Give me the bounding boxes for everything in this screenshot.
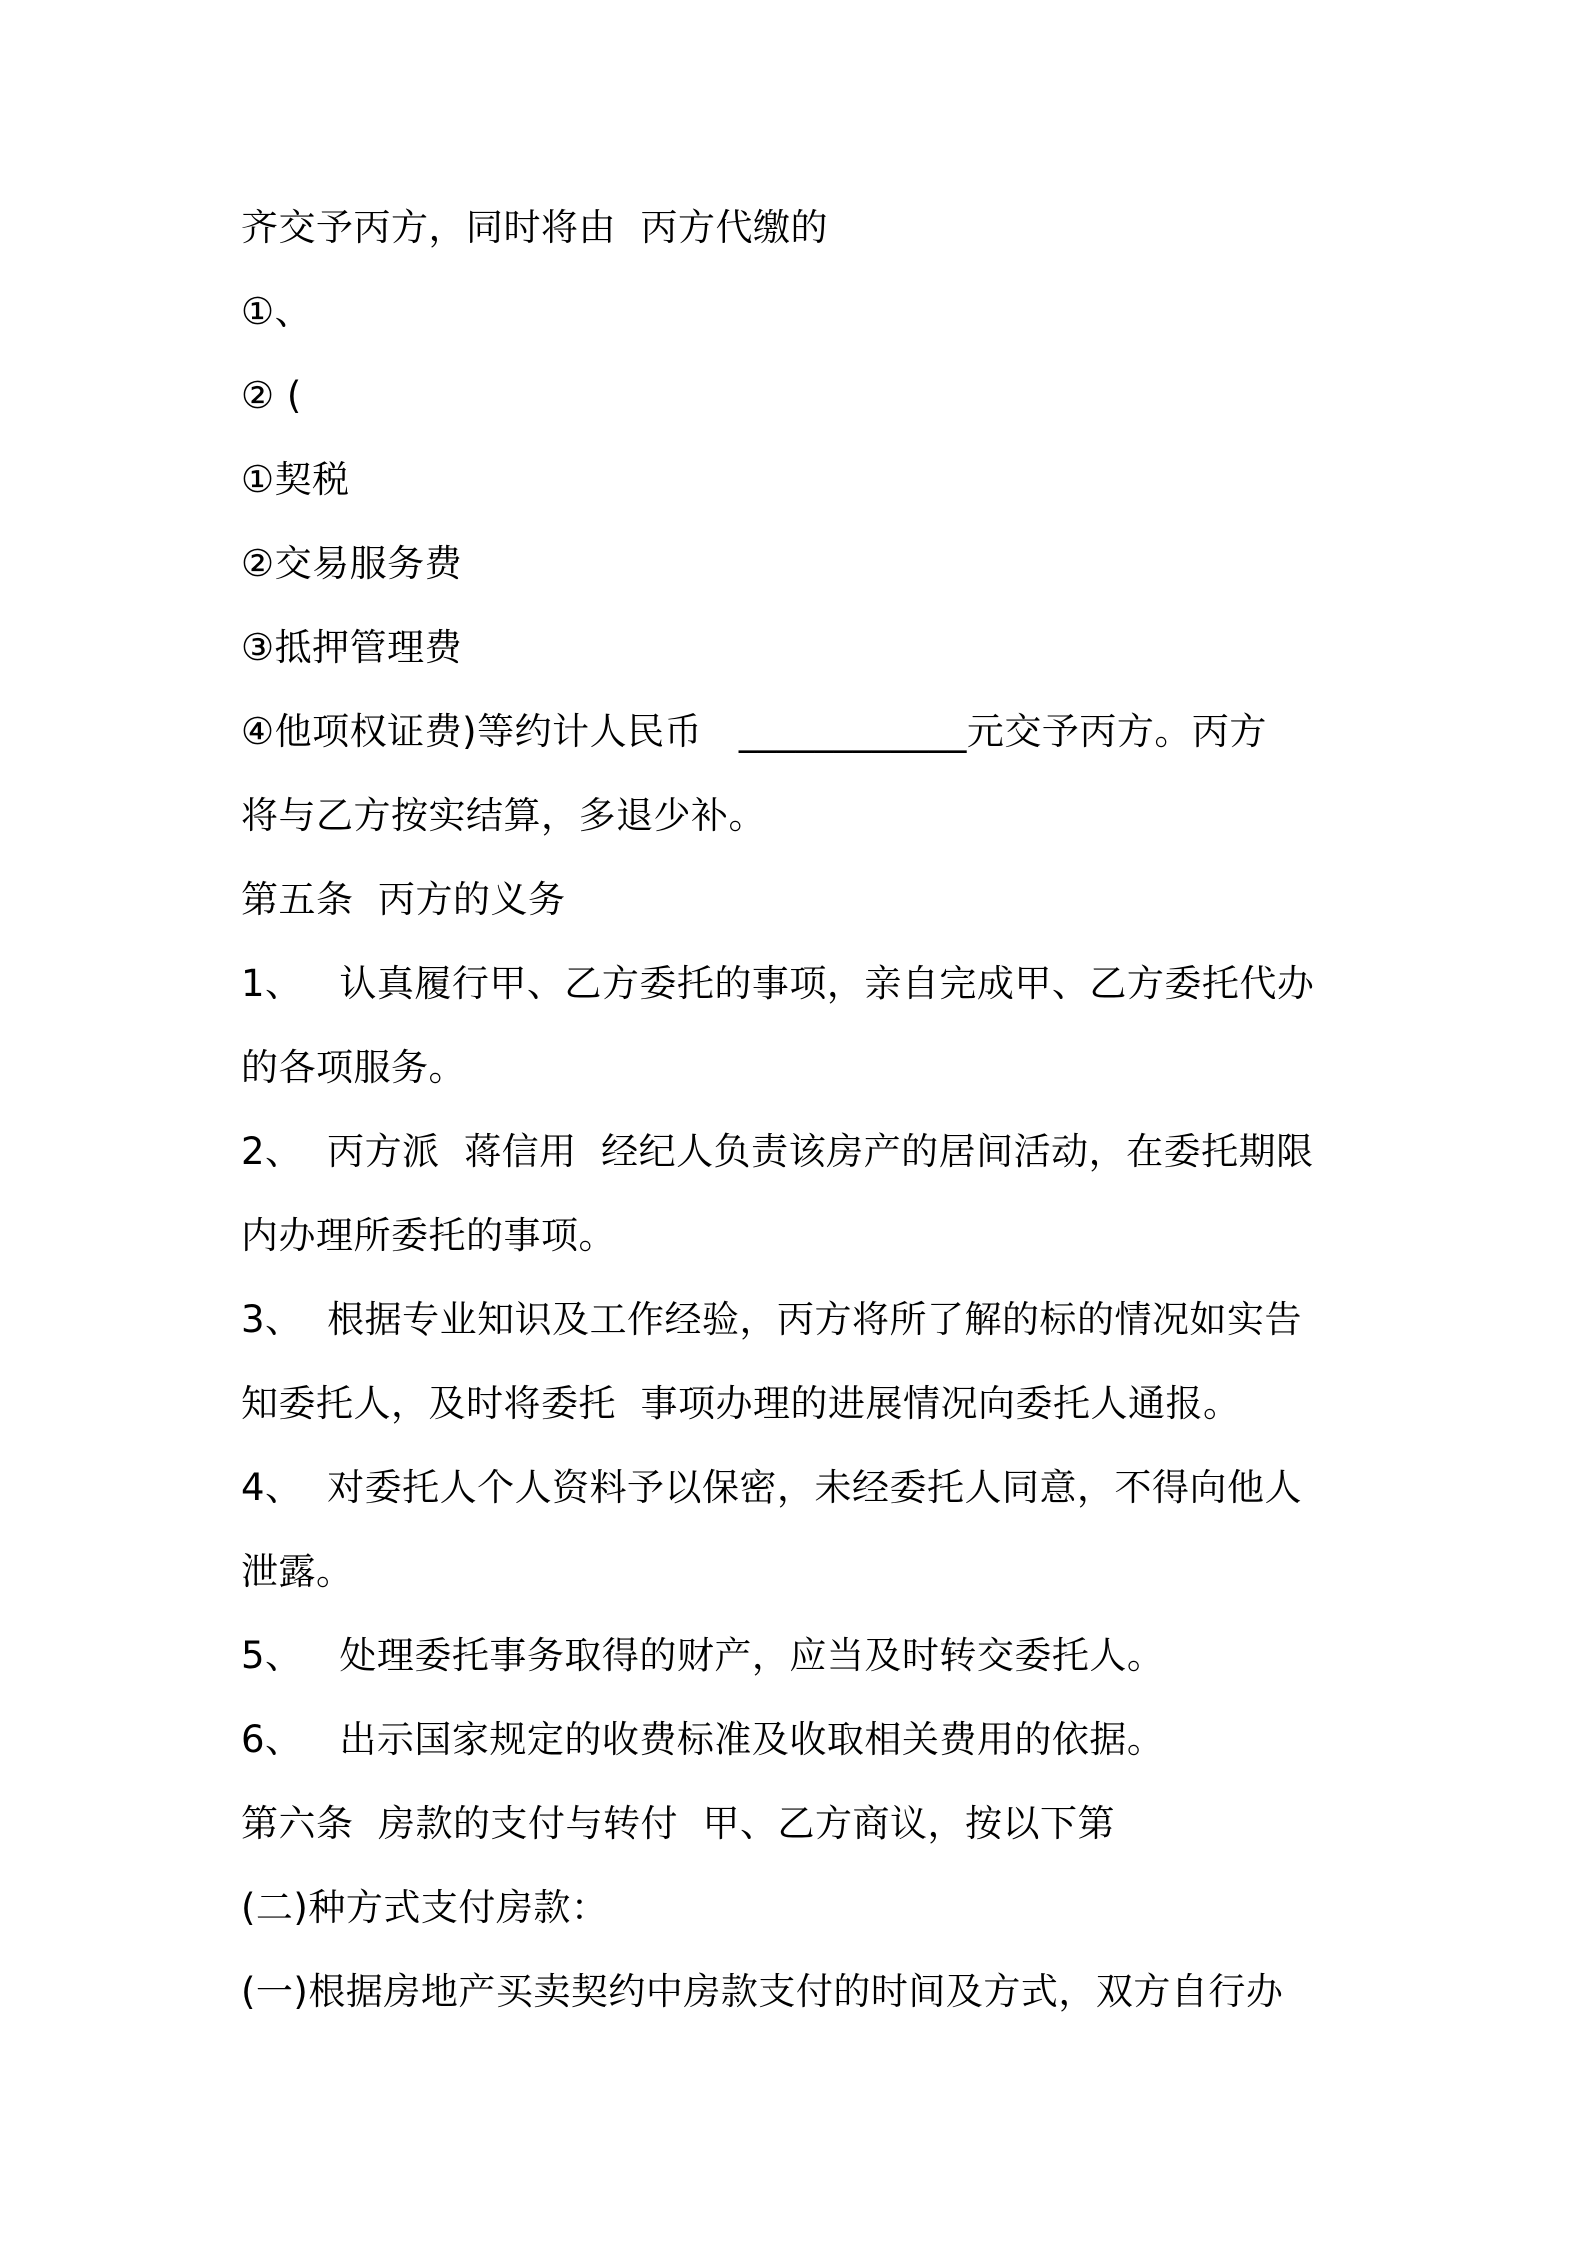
text-line: ①契税 (241, 458, 350, 501)
text-line: 齐交予丙方，同时将由 丙方代缴的 (241, 206, 829, 249)
text-line: 5、 处理委托事务取得的财产，应当及时转交委托人。 (241, 1634, 1165, 1677)
text-line: 知委托人，及时将委托 事项办理的进展情况向委托人通报。 (241, 1382, 1241, 1425)
text-line: ④他项权证费)等约计人民币 ____________元交予丙方。丙方 (241, 710, 1267, 753)
text-line: (二)种方式支付房款： (241, 1886, 609, 1929)
text-line: ③抵押管理费 (241, 626, 463, 669)
text-line: 的各项服务。 (241, 1046, 466, 1089)
text-line: ② ( (241, 374, 302, 417)
text-line: 4、 对委托人个人资料予以保密，未经委托人同意，不得向他人 (241, 1466, 1303, 1509)
section-heading: 第六条 房款的支付与转付 甲、乙方商议，按以下第 (241, 1802, 1116, 1845)
section-heading: 第五条 丙方的义务 (241, 878, 566, 921)
text-line: 2、 丙方派 蒋信用 经纪人负责该房产的居间活动，在委托期限 (241, 1130, 1314, 1173)
text-line: (一)根据房地产买卖契约中房款支付的时间及方式，双方自行办 (241, 1970, 1284, 2013)
text-line: 泄露。 (241, 1550, 354, 1593)
text-line: 3、 根据专业知识及工作经验，丙方将所了解的标的情况如实告 (241, 1298, 1303, 1341)
text-line: 内办理所委托的事项。 (241, 1214, 616, 1257)
text-line: ①、 (241, 290, 313, 333)
text-line: ②交易服务费 (241, 542, 463, 585)
text-line: 1、 认真履行甲、乙方委托的事项，亲自完成甲、乙方委托代办 (241, 962, 1315, 1005)
text-line: 6、 出示国家规定的收费标准及收取相关费用的依据。 (241, 1718, 1165, 1761)
text-line: 将与乙方按实结算，多退少补。 (241, 794, 766, 837)
